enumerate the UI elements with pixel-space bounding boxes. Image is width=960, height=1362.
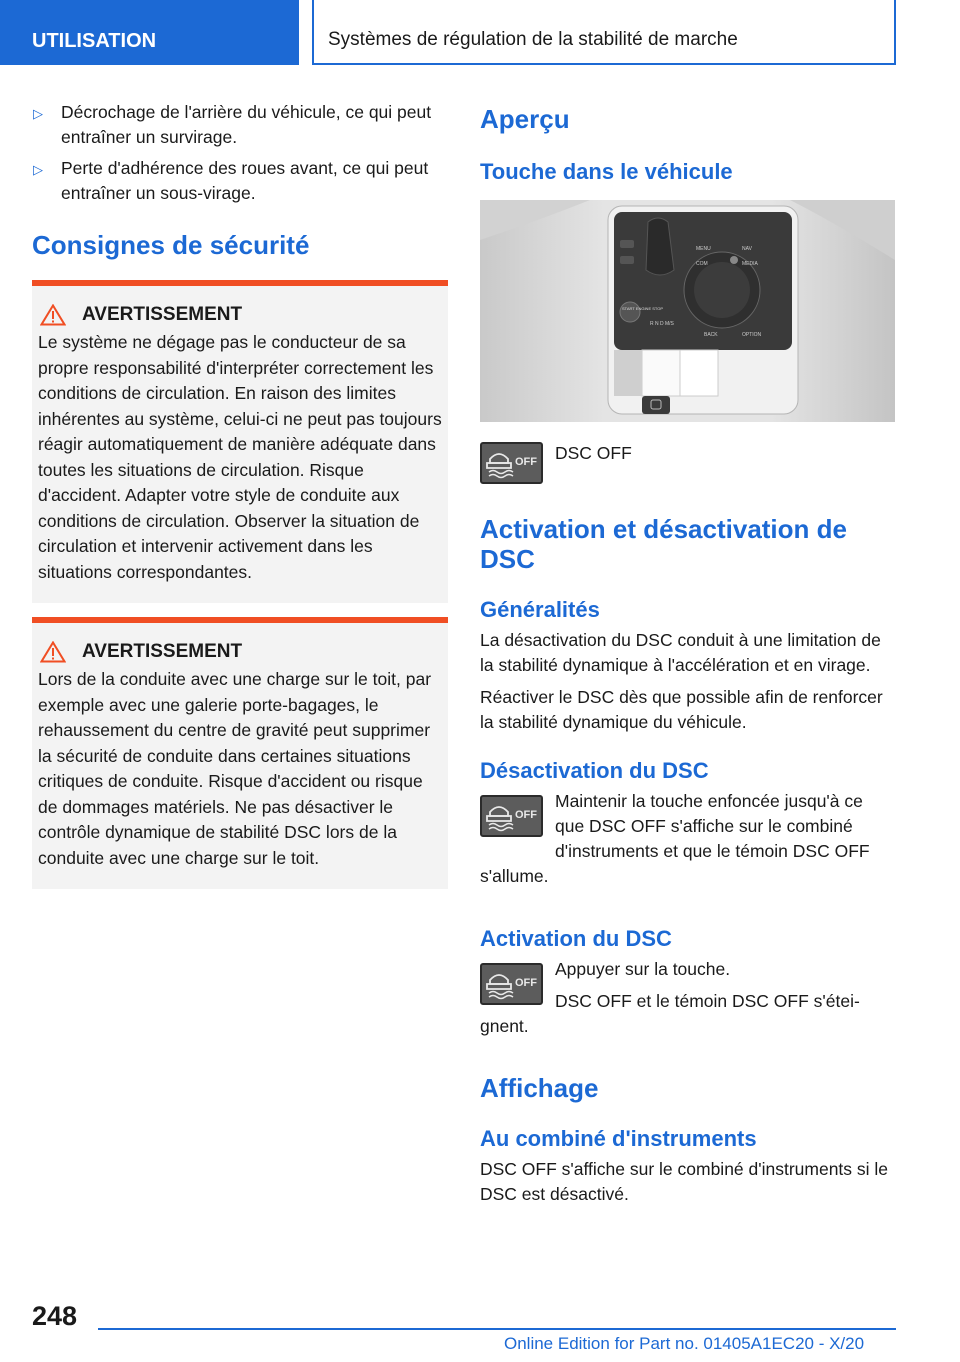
dsc-icon-off-text: OFF — [515, 809, 537, 821]
button-heading: Touche dans le véhicule — [480, 159, 733, 184]
warning-box — [32, 617, 448, 889]
display-heading: Affichage — [480, 1073, 599, 1103]
warning-box — [32, 280, 448, 603]
header-section-label: UTILISATION — [0, 0, 299, 65]
option-label: OPTION — [742, 332, 762, 338]
cluster-text: DSC OFF s'affiche sur le combiné d'instruments si le DSC est désactivé. — [480, 1159, 889, 1204]
list-item-text: Perte d'adhérence des roues avant, ce qui peut entraîner un sous-virage. — [61, 158, 429, 203]
dsc-off-icon — [480, 442, 543, 484]
menu-label: MENU — [696, 246, 711, 252]
triangle-bullet-icon: ▷ — [33, 106, 43, 121]
dsc-icon-off-text: OFF — [515, 977, 537, 989]
nav-label: NAV — [742, 246, 752, 252]
media-label: MEDIA — [742, 261, 758, 267]
activation-heading: Activation et désactivation de DSC — [480, 514, 847, 574]
com-label: COM — [696, 261, 708, 267]
dsc-off-row — [480, 438, 896, 488]
warning-title-text: AVERTISSEMENT — [82, 304, 243, 325]
warning-text: Le système ne dégage pas le conducteur de sa propre responsabilité d'interpréter correctement les conditions de circulation. En raison des limites inhérentes au système, celui-ci ne peut pas toujours réagir automatiquement de manière adéquate dans toutes les situations de circulation. Risque d'accident. Adapter votre style de conduite aux conditions de circulation. Observer la situation de circulation et intervenir activement dans les situations correspondantes. — [38, 332, 442, 582]
page-number: 248 — [32, 1301, 78, 1331]
warning-triangle-icon — [40, 304, 66, 326]
warning-triangle-icon — [40, 641, 66, 663]
list-item — [32, 100, 448, 150]
deactivation-block — [480, 789, 896, 889]
cluster-heading: Au combiné d'instruments — [480, 1126, 757, 1151]
dsc-icon-off-text: OFF — [515, 456, 537, 468]
left-column — [32, 100, 448, 889]
deactivation-text: Maintenir la touche enfoncée jusqu'à ce que DSC OFF s'affiche sur le combiné d'instruments et que le témoin DSC OFF s'allume. — [480, 791, 870, 886]
activation-block — [480, 957, 896, 1039]
center-console-photo — [480, 200, 895, 422]
start-stop-label: START ENGINE STOP — [622, 306, 664, 311]
activation-paragraph-2: DSC OFF et le témoin DSC OFF s'éteignent. — [480, 991, 860, 1036]
dsc-off-label: DSC OFF — [555, 443, 632, 463]
footer-divider — [98, 1328, 896, 1330]
dsc-off-icon — [480, 795, 543, 837]
list-item-text: Décrochage de l'arrière du véhicule, ce qui peut entraîner un survirage. — [61, 102, 432, 147]
safety-heading: Consignes de sécurité — [32, 230, 310, 260]
dsc-off-icon — [480, 963, 543, 1005]
triangle-bullet-icon: ▷ — [33, 162, 43, 177]
general-paragraph-2: Réactiver le DSC dès que possible afin de renforcer la stabilité dynamique du véhicule. — [480, 687, 883, 732]
general-paragraph-1: La désactivation du DSC conduit à une limitation de la stabilité dynamique à l'accélération et en virage. — [480, 630, 881, 675]
warning-title — [38, 641, 442, 663]
list-item — [32, 156, 448, 206]
warning-title-text: AVERTISSEMENT — [82, 641, 243, 662]
warning-text: Lors de la conduite avec une charge sur le toit, par exemple avec une galerie porte-bagages, le rehaussement du centre de gravité peut supprimer la sécurité de conduite dans certaines situations critiques de conduite. Risque d'accident ou risque de dommages matériels. Ne pas désactiver le contrôle dynamique de stabilité DSC lors de la conduite avec une charge sur le toit. — [38, 669, 432, 868]
activation-paragraph-1: Appuyer sur la touche. — [555, 959, 731, 979]
activation-sub-heading: Activation du DSC — [480, 926, 672, 951]
warning-title — [38, 304, 442, 326]
gear-label: R N D M/S — [650, 321, 674, 327]
overview-heading: Aperçu — [480, 104, 570, 134]
footer-edition: Online Edition for Part no. 01405A1EC20 - X/20 — [504, 1334, 865, 1353]
general-heading: Généralités — [480, 597, 600, 622]
header-chapter-title: Systèmes de régulation de la stabilité de marche — [312, 0, 896, 65]
right-column — [480, 100, 896, 1207]
deactivation-heading: Désactivation du DSC — [480, 758, 709, 783]
back-label: BACK — [704, 332, 718, 338]
